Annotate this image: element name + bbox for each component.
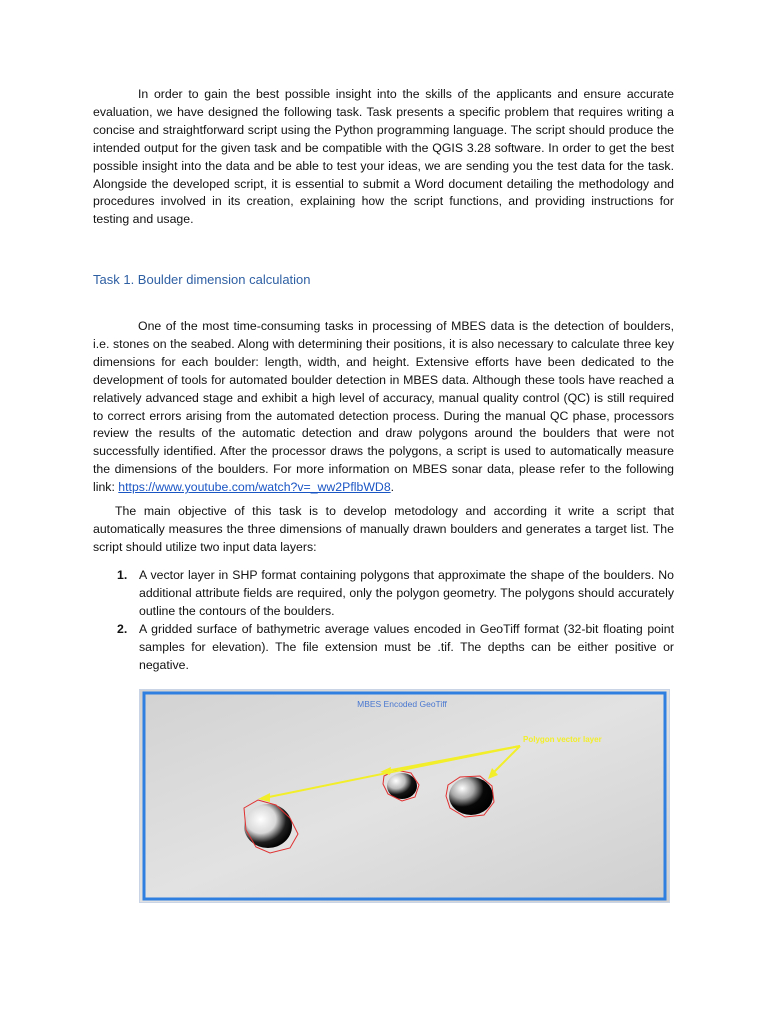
intro-paragraph: In order to gain the best possible insight into the skills of the applicants and ensure accurate evaluation, we have designed the following task. Task presents a specific problem that requires writing a concise and straightforward script using the Python programming language. The script should produce the intended output for the given task and be compatible with the QGIS 3.28 software. In order to get the best possible insight into the data and be able to test your ideas, we are sending you the test data for the task. Alongside the developed script, it is essential to submit a Word document detailing the methodology and procedures involved in its creation, explaining how the script functions, and providing instructions for testing and usage.	[93, 87, 674, 227]
list-item-text: A gridded surface of bathymetric average values encoded in GeoTiff format (32-bit floating point samples for elevation). The file extension must be .tif. The depths can be either positive or negative.	[139, 621, 674, 672]
paragraph-main-objective: The main objective of this task is to develop metodology and according it write a script that automatically measures the three dimensions of manually drawn boulders and generates a target list. The script should utilize two input data layers:	[93, 504, 674, 554]
mbes-geotiff-image	[140, 690, 669, 902]
boulder-left	[244, 804, 292, 848]
boulder-middle	[387, 773, 417, 799]
boulder-right	[449, 777, 493, 815]
figure-title: MBES Encoded GeoTiff	[357, 699, 447, 709]
task-heading: Task 1. Boulder dimension calculation	[93, 272, 311, 287]
list-item	[93, 621, 674, 675]
input-layers-list	[93, 567, 674, 674]
list-item-number: 1.	[117, 568, 128, 582]
polygon-vector-layer-label: Polygon vector layer	[523, 735, 602, 744]
youtube-link[interactable]: https://www.youtube.com/watch?v=_ww2PflbWD8	[118, 480, 391, 495]
paragraph-1-end: .	[390, 480, 395, 495]
list-item-number: 2.	[117, 621, 128, 636]
mbes-geotiff-figure	[139, 689, 670, 903]
paragraph-boulder-detection	[93, 318, 674, 497]
list-item	[93, 567, 674, 621]
paragraph-1-text: One of the most time-consuming tasks in processing of MBES data is the detection of boulders, i.e. stones on the seabed. Along with determining their positions, it is also necessary to calculate three key dimensions for each boulder: length, width, and height. Extensive efforts have been dedicated to the development of tools for automated boulder detection in MBES data. Although these tools have reached a relatively advanced stage and exhibit a high level of accuracy, manual quality control (QC) is still required to correct errors arising from the automated detection process. During the manual QC phase, processors review the results of the automatic detection and draw polygons around the boulders that were not successfully identified. After the processor draws the polygons, a script is used to automatically measure the dimensions of the boulders. For more information on MBES sonar data, please refer to the following link:	[93, 319, 674, 495]
list-item-text: A vector layer in SHP format containing polygons that approximate the shape of the boulders. No additional attribute fields are required, only the polygon geometry. The polygons should accurately outline the contours of the boulders.	[139, 568, 674, 618]
